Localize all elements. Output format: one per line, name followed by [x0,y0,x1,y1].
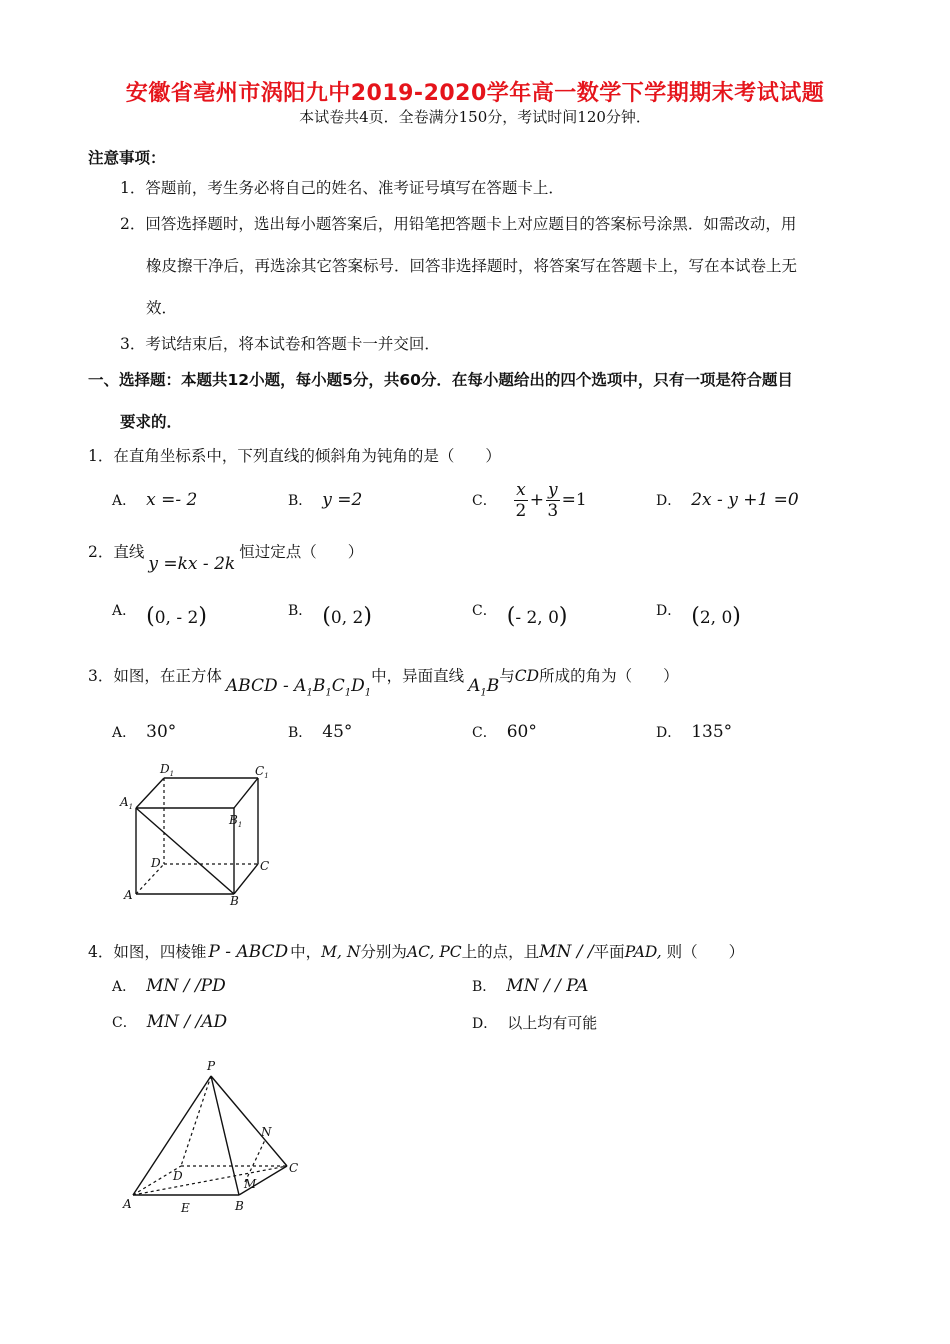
option-b-point: 0, 2 [330,608,364,628]
edge-pc [211,1076,287,1166]
segment-mn [245,1140,265,1182]
label-b1: $B_1$ [229,813,243,829]
label-d: D [151,856,161,870]
question-4-mid1: 中， [290,943,322,961]
line-pc: PC [439,943,462,961]
question-1-option-d [656,490,799,510]
option-a-point: 0, - 2 [154,608,199,628]
question-2-equation: y =kx - 2k [148,554,236,574]
cube-name [225,676,372,699]
diagonal-a1b [136,808,234,894]
label-a: A [124,888,133,902]
plus-sign: + [529,490,544,510]
question-4-tail: 则（ ） [666,943,745,961]
subscript: 1 [306,687,313,699]
point-m: M, [321,943,342,961]
option-d-expr: 2x - y +1 =0 [691,490,799,510]
option-c-expr: MN / /AD [146,1012,228,1032]
notice-item-1: 1．答题前，考生务必将自己的姓名、准考证号填写在答题卡上． [120,179,564,197]
plane-pad: PAD, [624,943,662,961]
edge-pb [211,1076,239,1195]
option-b-expr: MN / / PA [506,976,589,996]
option-label: C． [472,603,497,619]
option-c-angle: 60° [506,722,537,742]
question-4-option-d [472,1012,597,1033]
question-3-option-d [656,722,732,742]
equals-one: =1 [561,490,587,510]
question-1-stem: 1．在直角坐标系中，下列直线的倾斜角为钝角的是（ ） [88,447,501,465]
option-a-angle: 30° [146,722,177,742]
subscript: 1 [325,687,332,699]
line-cd: CD [514,667,540,685]
notice-item-2-line-1: 2．回答选择题时，选出每小题答案后，用铅笔把答题卡上对应题目的答案标号涂黑．如需改动，用 [120,215,797,233]
exam-subtitle: 本试卷共4页．全卷满分150分，考试时间120分钟． [299,108,651,126]
question-2-option-b: B． (0, 2) [288,603,372,629]
cube-name-part: D [351,676,365,696]
line-part: A [468,676,481,696]
cube-figure [110,758,280,908]
question-4-stem [88,940,744,962]
question-2-option-c: C． (- 2, 0) [472,603,568,629]
label-b: B [235,1199,244,1213]
option-d-angle: 135° [691,722,733,742]
subscript: 1 [364,687,372,699]
option-label: A． [112,603,137,619]
option-label: C． [472,725,497,741]
cube-name-part: ABCD - A [225,676,307,696]
question-2-number: 2．直线 [88,543,145,561]
label-p: P [207,1059,216,1073]
fraction-numerator: y [547,480,558,500]
line-a1b [468,676,500,699]
cube-name-part: B [312,676,326,696]
label-a1: $A_1$ [120,795,134,811]
question-3-mid: 中，异面直线 [371,667,465,685]
notice-item-3: 3．考试结束后，将本试卷和答题卡一并交回． [120,335,440,353]
option-label: D． [656,493,682,509]
notice-item-2-line-3: 效． [146,299,178,317]
option-label: D． [656,725,682,741]
option-d-text: 以上均有可能 [507,1014,598,1032]
question-3-end: 所成的角为（ ） [539,667,679,685]
question-1-option-b [288,490,362,510]
label-c: C [289,1161,299,1175]
label-e: E [181,1201,190,1215]
option-d-point: 2, 0 [699,608,733,628]
edge-pa [133,1076,211,1195]
fraction-numerator: x [516,480,526,500]
question-1-option-c [472,480,587,521]
notice-heading: 注意事项： [88,149,166,167]
question-3-option-c [472,722,537,742]
label-b: B [230,894,239,908]
question-3-stem [88,664,679,699]
option-label: D． [472,1016,498,1032]
section-1-heading-line-2: 要求的． [120,413,183,431]
option-label: B． [288,603,313,619]
exam-title: 安徽省亳州市涡阳九中2019-2020学年高一数学下学期期末考试试题 [125,81,825,106]
option-label: C． [472,493,497,509]
edge-c1b1 [234,778,258,808]
label-d1: $D_1$ [160,762,175,778]
label-d: D [173,1169,183,1183]
line-part: B [486,676,500,696]
question-2-option-d: D． (2, 0) [656,603,741,629]
option-label: A． [112,725,137,741]
question-4-option-b [472,976,588,996]
question-3-tail: 与 [499,667,515,685]
label-c1: $C_1$ [255,764,269,780]
option-a-expr: x =- 2 [146,490,198,510]
option-c-point: - 2, 0 [515,608,559,628]
point-n: N [346,943,361,961]
option-label: B． [288,493,313,509]
edge-cb [234,864,258,894]
option-label: D． [656,603,682,619]
question-3-option-b [288,722,352,742]
option-b-expr: y =2 [322,490,363,510]
option-label: B． [288,725,313,741]
question-4-option-c [112,1012,227,1032]
question-4-mid2: 分别为 [360,943,407,961]
question-3-option-a [112,722,176,742]
pyramid-name: P - ABCD [208,942,289,962]
option-label: A． [112,493,137,509]
label-c: C [260,859,270,873]
edge-a1d1 [136,778,164,808]
option-a-expr: MN / /PD [146,976,226,996]
question-3-number: 3．如图，在正方体 [88,667,222,685]
section-1-heading-line-1: 一、选择题：本题共12小题，每小题5分，共60分．在每小题给出的四个选项中，只有一项是符合题目 [88,371,793,389]
question-2-stem [88,540,364,574]
option-label: C． [112,1015,137,1031]
pyramid-figure [115,1050,315,1220]
label-n: N [261,1125,272,1139]
cube-name-part: C [331,676,345,696]
notice-item-2-line-2: 橡皮擦干净后，再选涂其它答案标号．回答非选择题时，将答案写在答题卡上，写在本试卷上无 [146,257,798,275]
question-4-number: 4．如图，四棱锥 [88,943,207,961]
question-2-option-a: A． (0, - 2) [112,603,207,629]
question-2-tail: 恒过定点（ ） [239,543,364,561]
question-4-mid4: 平面 [593,943,625,961]
option-label: A． [112,979,137,995]
fraction-denominator: 2 [515,501,527,521]
subscript: 1 [344,687,352,699]
option-label: B． [472,979,497,995]
label-a: A [123,1197,132,1211]
subscript: 1 [480,687,487,699]
hidden-edge-pd [181,1076,211,1166]
question-4-mid3: 上的点，且 [461,943,540,961]
label-m: M [244,1177,257,1191]
line-ac: AC, [406,943,435,961]
option-b-angle: 45° [322,722,353,742]
question-1-option-a [112,490,197,510]
mn-parallel: MN / / [539,942,594,962]
fraction-denominator: 3 [547,501,559,521]
question-4-option-a [112,976,226,996]
